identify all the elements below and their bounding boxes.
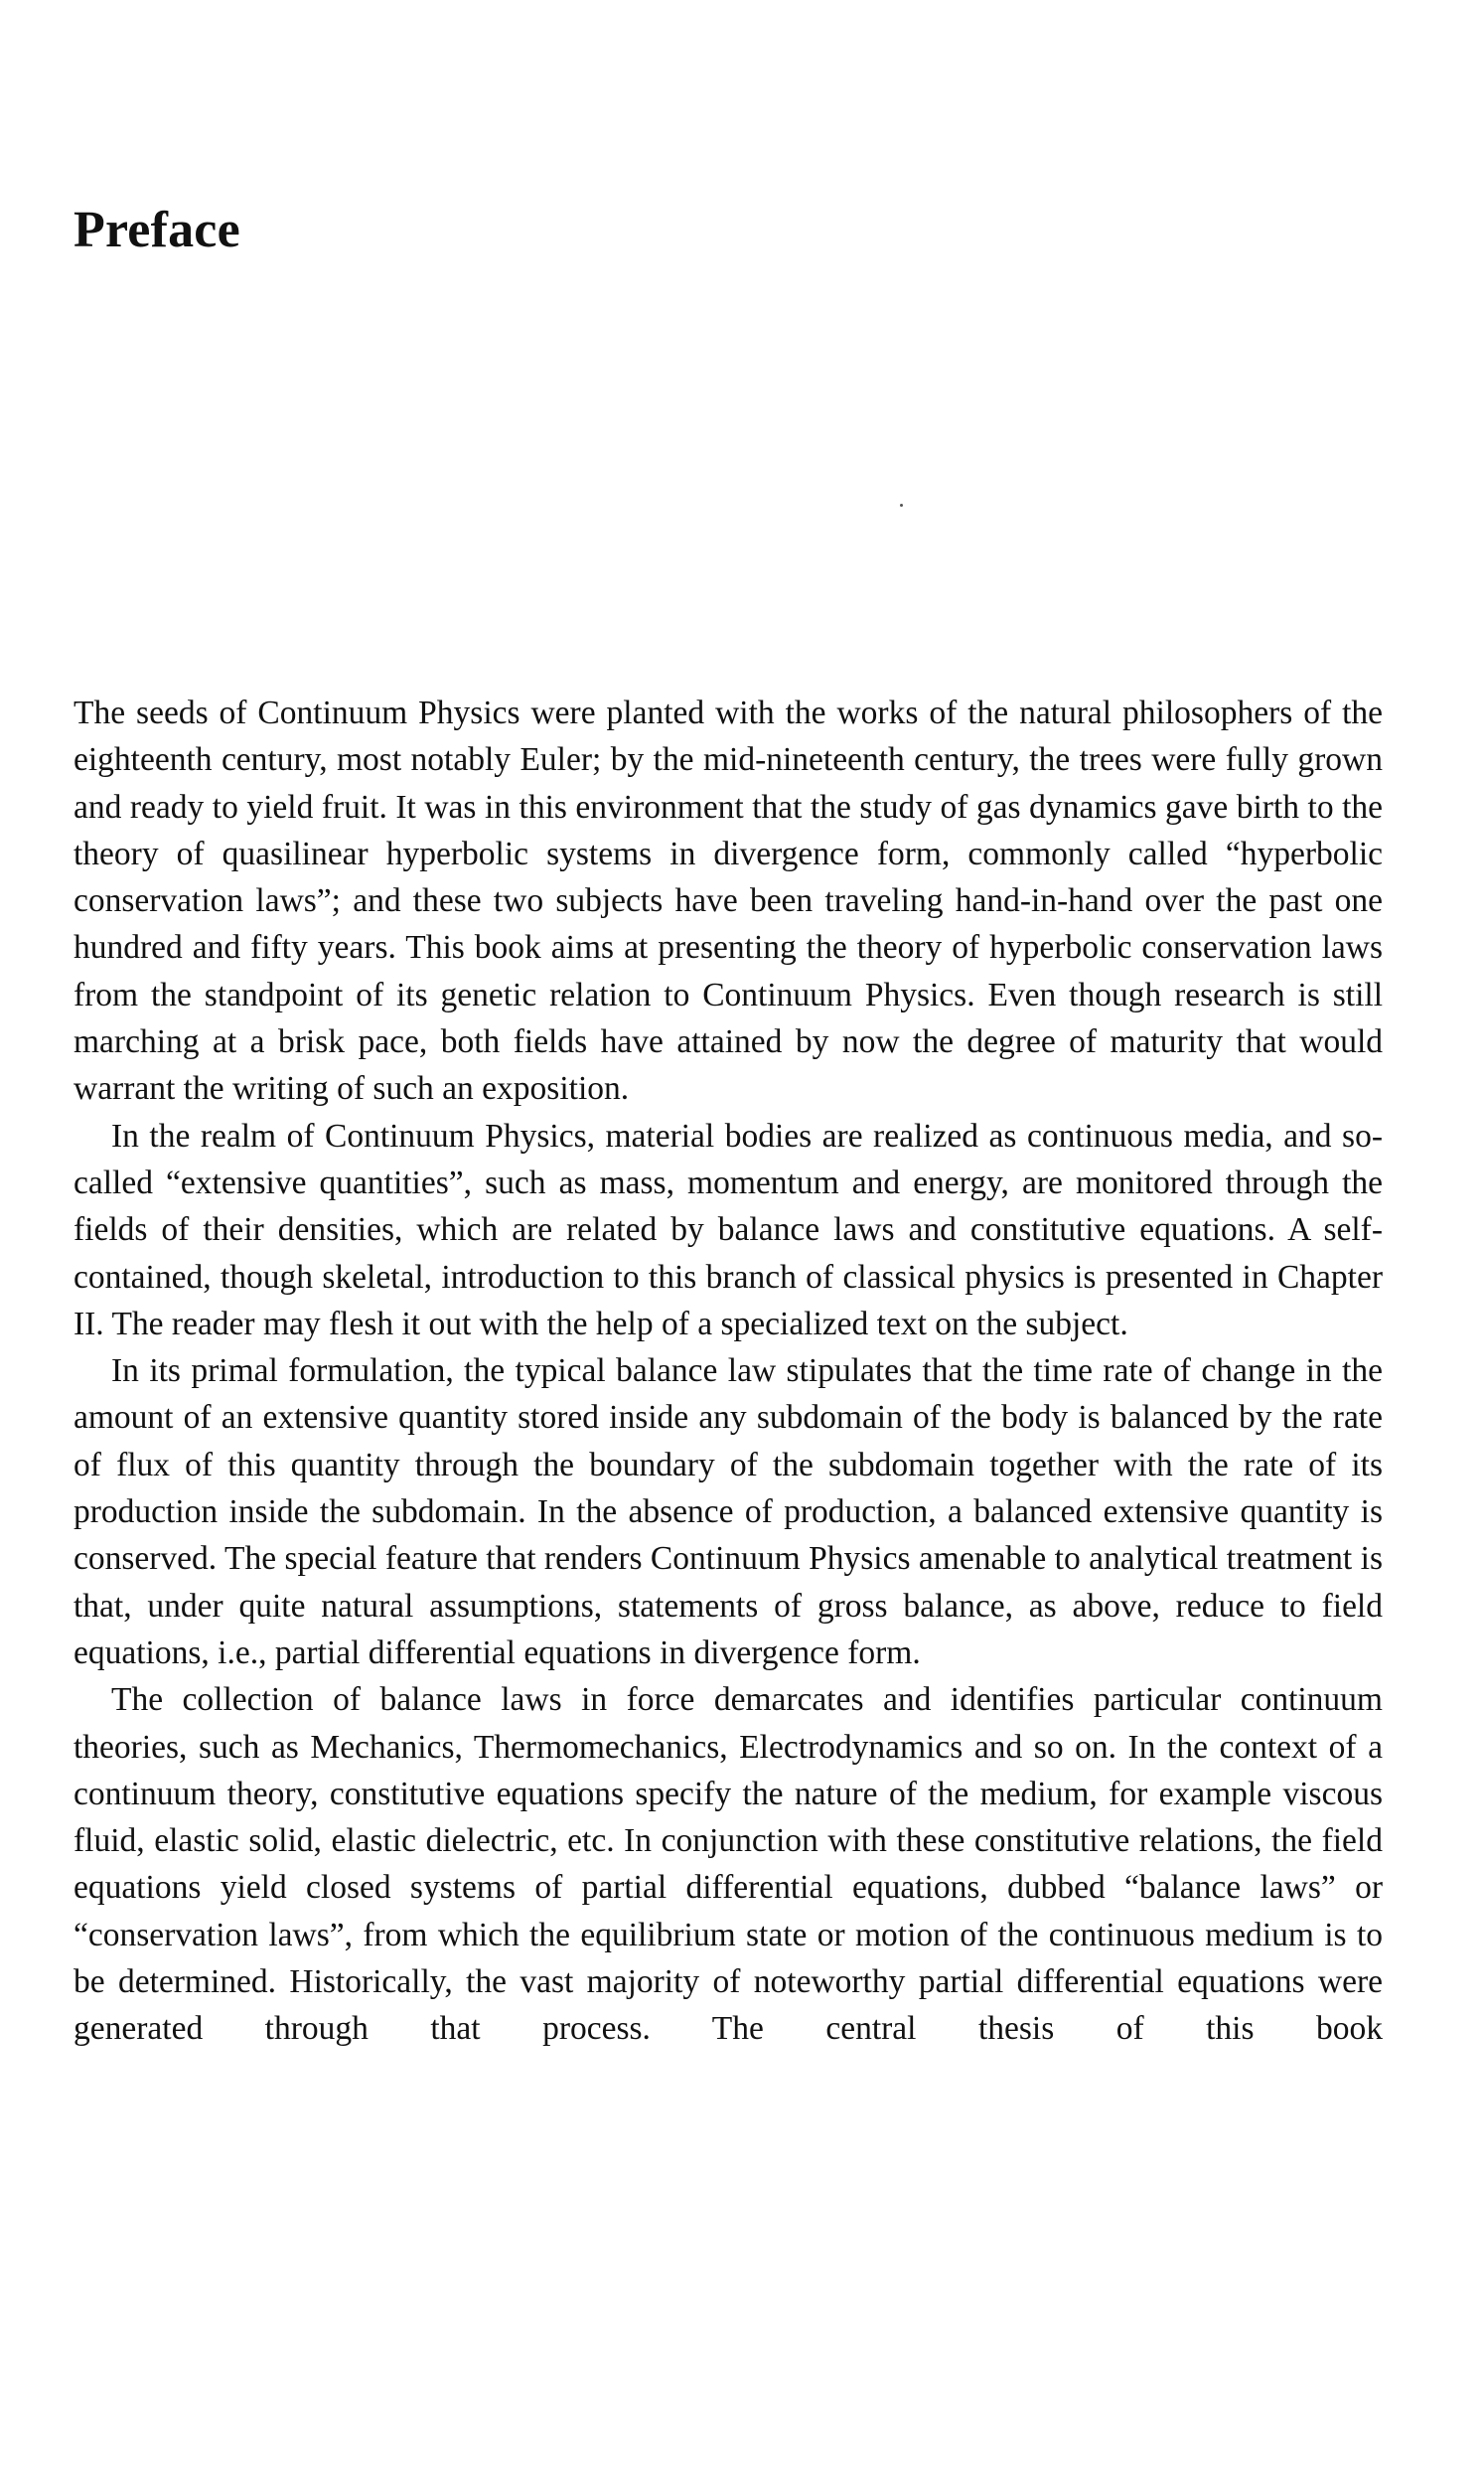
scan-speck <box>900 504 903 507</box>
paragraph-4: The collection of balance laws in force demarcates and identifies particular continuum theories, such as Mechanics, Thermomechanics, Electrodynamics and so on. In the context of a continuum theory, constitutive equations specify the nature of the medium, for example viscous fluid, elastic solid, elastic dielectric, etc. In conjunction with these constitutive relations, the field equations yield closed systems of partial differential equations, dubbed “balance laws” or “conservation laws”, from which the equilibrium state or motion of the continuous medium is to be determined. Historically, the vast majority of noteworthy partial differential equations were generated through that process. The central thesis of this book <box>74 1681 1383 2048</box>
paragraph-1: The seeds of Continuum Physics were planted with the works of the natural philosophers of the eighteenth century, most notably Euler; by the mid-nineteenth century, the trees were fully grown and ready to yield fruit. It was in this environment that the study of gas dynamics gave birth to the theory of quasilinear hyperbolic systems in divergence form, commonly called “hyperbolic conservation laws”; and these two subjects have been traveling hand-in-hand over the past one hundred and fifty years. This book aims at presenting the theory of hyperbolic conservation laws from the standpoint of its genetic relation to Continuum Physics. Even though research is still marching at a brisk pace, both fields have attained by now the degree of maturity that would warrant the writing of such an exposition. <box>74 695 1383 1108</box>
preface-body <box>74 690 1383 2053</box>
paragraph-2: In the realm of Continuum Physics, material bodies are realized as continuous media, and so-called “extensive quantities”, such as mass, momentum and energy, are monitored through the fields of their densities, which are related by balance laws and constitutive equations. A self-contained, though skeletal, introduction to this branch of classical physics is presented in Chapter II. The reader may flesh it out with the help of a specialized text on the subject. <box>74 1117 1383 1342</box>
page-title: Preface <box>74 202 240 258</box>
paragraph-3: In its primal formulation, the typical balance law stipulates that the time rate of change in the amount of an extensive quantity stored inside any subdomain of the body is balanced by the rate of flux of this quantity through the boundary of the subdomain together with the rate of its production inside the subdomain. In the absence of production, a balanced extensive quantity is conserved. The special feature that renders Continuum Physics amenable to analytical treatment is that, under quite natural assumptions, statements of gross balance, as above, reduce to field equations, i.e., partial differential equations in divergence form. <box>74 1352 1383 1671</box>
